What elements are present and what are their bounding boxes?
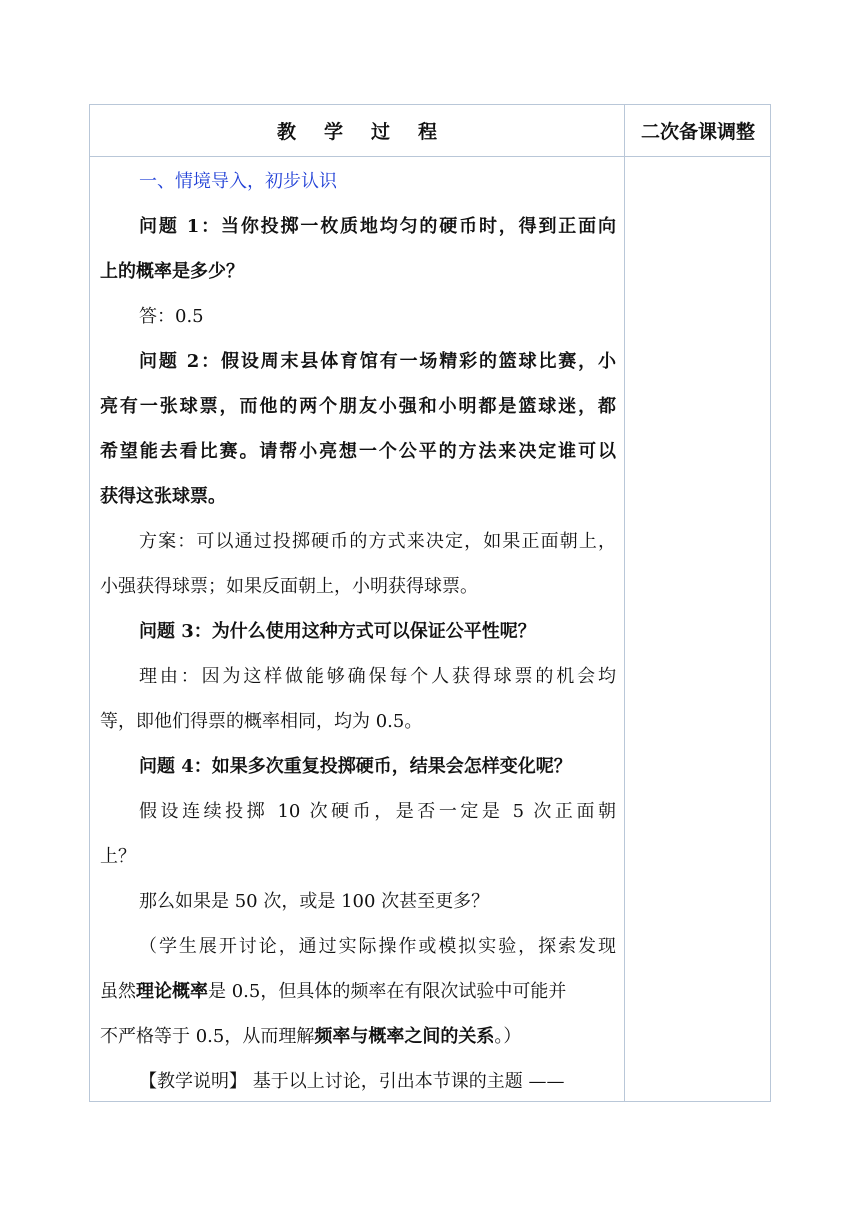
question-2-line-3: 希望能去看比赛。请帮小亮想一个公平的方法来决定谁可以 [100,441,616,462]
question-2-line-2: 亮有一张球票，而他的两个朋友小强和小明都是篮球迷，都 [100,396,616,417]
theory-probability-term: 理论概率 [136,981,208,1002]
discussion-line-2: 虽然理论概率是 0.5，但具体的频率在有限次试验中可能并 [100,981,567,1002]
header-teaching-process: 教学过程 [276,121,465,143]
reason-line-1: 理由：因为这样做能够确保每个人获得球票的机会均 [139,666,616,687]
header-divider [90,156,770,157]
header-second-prep: 二次备课调整 [640,121,755,143]
teaching-note: 【教学说明】 基于以上讨论，引出本节课的主题 —— [139,1071,565,1092]
reason-line-2: 等，即他们得票的概率相同，均为 0.5。 [100,711,423,732]
question-1-line-2: 上的概率是多少？ [100,261,244,282]
discussion-line-3: 不严格等于 0.5，从而理解频率与概率之间的关系。） [100,1026,522,1047]
column-divider [624,105,625,1101]
discussion-line-1: （学生展开讨论，通过实际操作或模拟实验，探索发现 [139,936,616,957]
frequency-probability-relation: 频率与概率之间的关系 [314,1026,495,1047]
question-3: 问题 3：为什么使用这种方式可以保证公平性呢？ [139,621,536,642]
lesson-table [89,104,771,1102]
followup-question: 那么如果是 50 次，或是 100 次甚至更多？ [139,891,490,912]
hypothesis-line-1: 假设连续投掷 10 次硬币，是否一定是 5 次正面朝 [139,801,616,822]
answer-1: 答：0.5 [139,306,204,327]
question-2-line-1: 问题 2：假设周末县体育馆有一场精彩的篮球比赛，小 [139,351,616,372]
plan-line-2: 小强获得球票；如果反面朝上，小明获得球票。 [100,576,478,597]
question-2-line-4: 获得这张球票。 [100,486,226,507]
plan-line-1: 方案：可以通过投掷硬币的方式来决定，如果正面朝上， [139,531,616,552]
question-1-line-1: 问题 1：当你投掷一枚质地均匀的硬币时，得到正面向 [139,216,616,237]
question-4: 问题 4：如果多次重复投掷硬币，结果会怎样变化呢？ [139,756,572,777]
hypothesis-line-2: 上？ [100,846,136,867]
section-title: 一、情境导入，初步认识 [139,171,337,192]
